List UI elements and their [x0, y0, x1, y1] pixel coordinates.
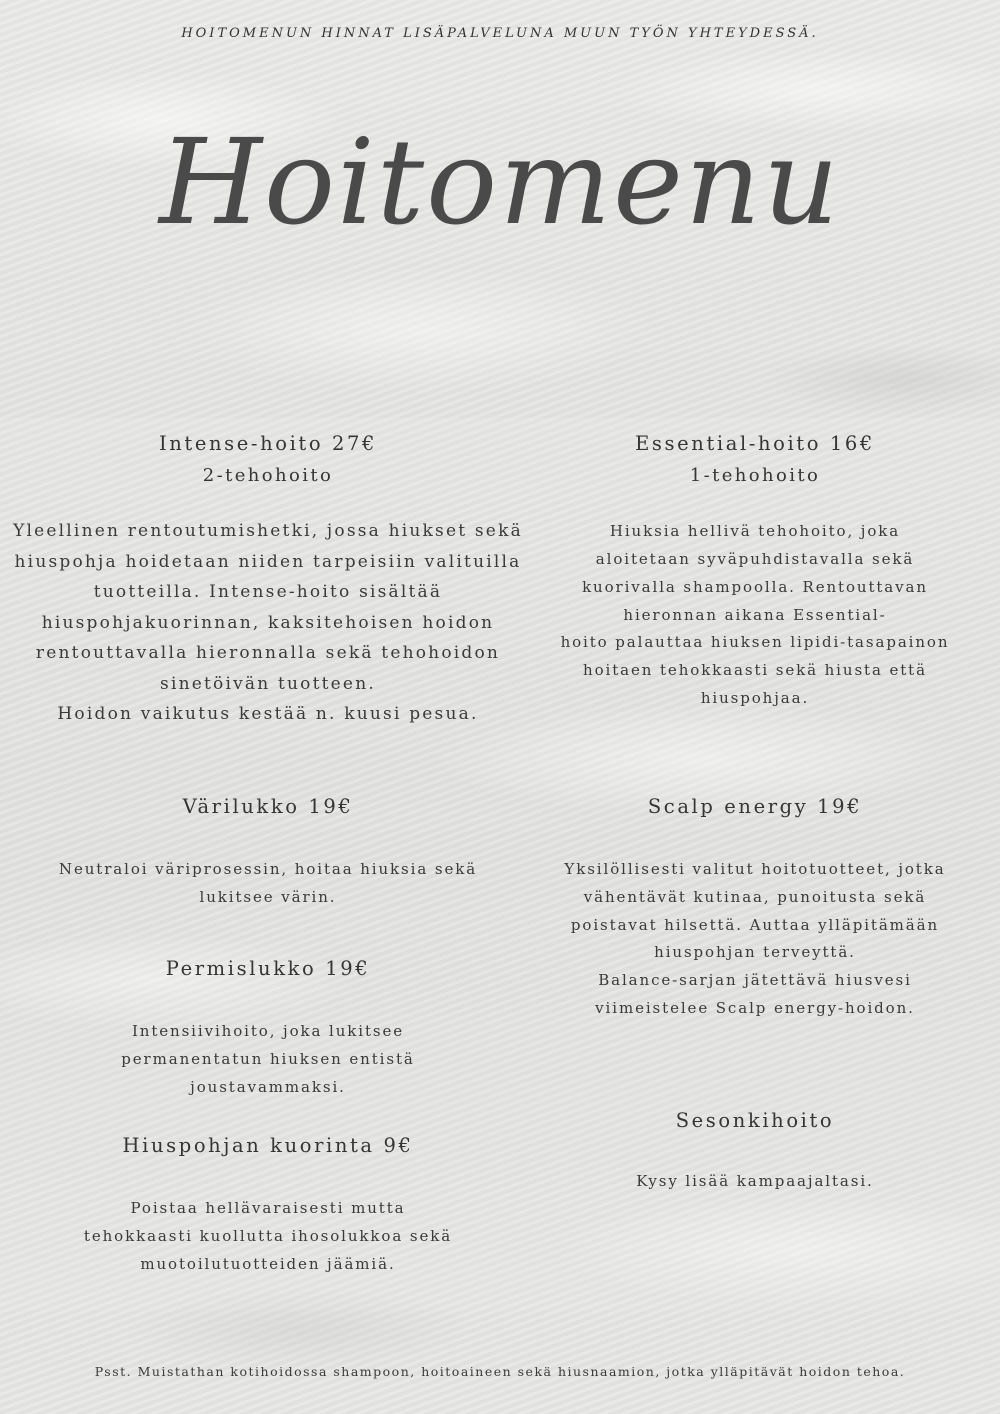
treatment-description: Hiuksia hellivä tehohoito, joka aloitetaan syväpuhdistavalla sekä kuorivalla shampoolla. Rentouttavan hieronnan aikana Essential- hoito palauttaa hiuksen lipidi-tasapainon hoitaen tehokkaasti sekä hiusta että hiuspohjaa. — [560, 522, 950, 707]
treatment-essential — [510, 430, 1000, 712]
page-title: Hoitomenu — [159, 113, 841, 251]
treatment-name: Intense-hoito 27€ — [158, 432, 378, 455]
treatment-scalp-energy — [510, 793, 1000, 1023]
treatment-description: Intensiivihoito, joka lukitsee permanentatun hiuksen entistä joustavammaksi. — [121, 1022, 415, 1096]
treatment-name: Sesonkihoito — [675, 1109, 835, 1132]
treatment-name: Värilukko 19€ — [182, 795, 354, 818]
treatment-description: Yksilöllisesti valitut hoitotuotteet, jotka vähentävät kutinaa, punoitusta sekä poistavat hilsettä. Auttaa ylläpitämään hiuspohjan terveyttä. Balance-sarjan jätettävä hiusvesi viimeistelee Scalp energy-hoidon. — [564, 860, 946, 1017]
footer-note: Psst. Muistathan kotihoidossa shampoon, hoitoaineen sekä hiusnaamion, jotka ylläpitävät hoidon tehoa. — [94, 1364, 906, 1379]
treatment-description: Kysy lisää kampaajaltasi. — [636, 1172, 874, 1191]
treatment-name: Scalp energy 19€ — [647, 795, 863, 818]
treatment-name: Hiuspohjan kuorinta 9€ — [122, 1134, 414, 1157]
treatment-description: Poistaa hellävaraisesti mutta tehokkaasti kuollutta ihosolukkoa sekä muotoilutuotteiden jäämiä. — [83, 1199, 453, 1273]
treatment-name: Permislukko 19€ — [165, 957, 371, 980]
treatment-sesonki — [510, 1107, 1000, 1196]
treatment-description: Yleellinen rentoutumishetki, jossa hiukset sekä hiuspohja hoidetaan niiden tarpeisiin valituilla tuotteilla. Intense-hoito sisältää hiuspohjakuorinnan, kaksitehoisen hoidon rentouttavalla hieronnalla sekä tehohoidon sinetöivän tuotteen. Hoidon vaikutus kestää n. kuusi pesua. — [13, 521, 523, 725]
treatment-varilukko — [0, 793, 536, 912]
treatment-name: Essential-hoito 16€ — [635, 432, 875, 455]
treatment-subtitle: 1-tehohoito — [689, 465, 821, 487]
treatment-subtitle: 2-tehohoito — [202, 465, 334, 487]
treatment-description: Neutraloi väriprosessin, hoitaa hiuksia sekä lukitsee värin. — [58, 860, 478, 906]
treatment-permislukko — [0, 955, 536, 1101]
treatment-kuorinta — [0, 1132, 536, 1278]
treatment-intense — [0, 430, 536, 730]
price-notice: HOITOMENUN HINNAT LISÄPALVELUNA MUUN TYÖN YHTEYDESSÄ. — [181, 26, 819, 41]
